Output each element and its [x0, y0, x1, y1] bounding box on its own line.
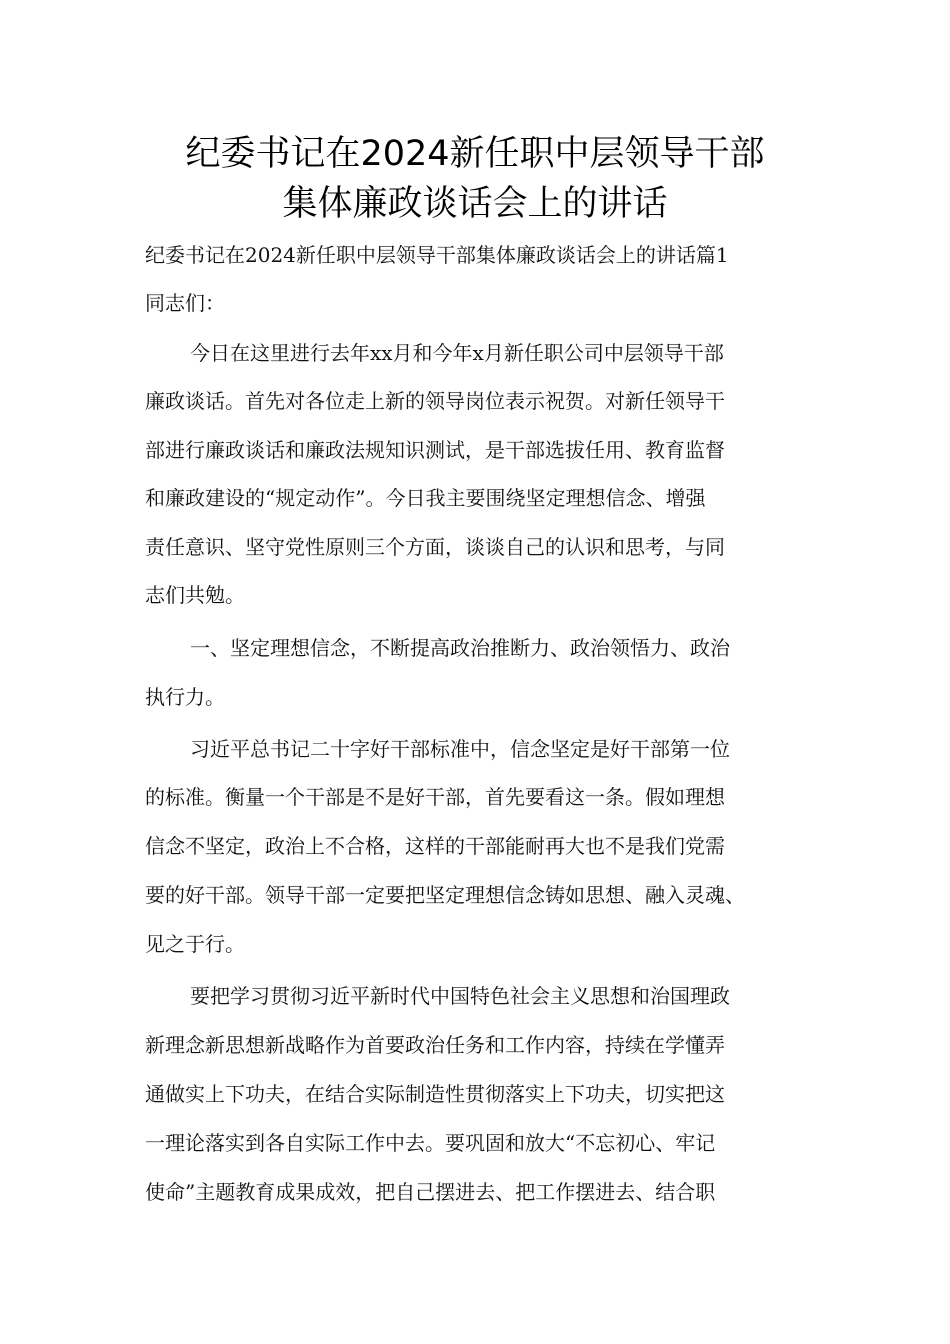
paragraph-3-line-1: 要把学习贯彻习近平新时代中国特色社会主义思想和治国理政 [190, 984, 730, 1008]
paragraph-3-line-3: 通做实上下功夫，在结合实际制造性贯彻落实上下功夫，切实把这 [145, 1082, 725, 1106]
paragraph-1-line-1: 今日在这里进行去年xx月和今年x月新任职公司中层领导干部 [190, 341, 724, 365]
paragraph-1-line-2: 廉政谈话。首先对各位走上新的领导岗位表示祝贺。对新任领导干 [145, 389, 725, 413]
paragraph-2-line-5: 见之于行。 [145, 932, 245, 956]
subtitle-line: 纪委书记在2024新任职中层领导干部集体廉政谈话会上的讲话篇1 [145, 243, 729, 267]
paragraph-2-line-4: 要的好干部。领导干部一定要把坚定理想信念铸如思想、融入灵魂、 [145, 883, 745, 907]
document-title-line-1: 纪委书记在2024新任职中层领导干部 [185, 134, 765, 174]
paragraph-2-line-2: 的标准。衡量一个干部是不是好干部，首先要看这一条。假如理想 [145, 785, 725, 809]
paragraph-3-line-5: 使命”主题教育成果成效，把自己摆进去、把工作摆进去、结合职 [145, 1180, 716, 1204]
paragraph-1-line-3: 部进行廉政谈话和廉政法规知识测试，是干部选拔任用、教育监督 [145, 438, 725, 462]
paragraph-2-line-3: 信念不坚定，政治上不合格，这样的干部能耐再大也不是我们党需 [145, 834, 725, 858]
paragraph-3-line-2: 新理念新思想新战略作为首要政治任务和工作内容，持续在学懂弄 [145, 1033, 725, 1057]
paragraph-1-line-4: 和廉政建设的“规定动作”。今日我主要围绕坚定理想信念、增强 [145, 486, 706, 510]
section-heading-line-2: 执行力。 [145, 685, 225, 709]
section-heading-line-1: 一、坚定理想信念，不断提高政治推断力、政治领悟力、政治 [190, 636, 730, 660]
paragraph-1-line-6: 志们共勉。 [145, 583, 245, 607]
document-title-line-2: 集体廉政谈话会上的讲话 [282, 184, 668, 224]
salutation-line: 同志们： [145, 291, 225, 315]
paragraph-2-line-1: 习近平总书记二十字好干部标准中，信念坚定是好干部第一位 [190, 737, 730, 761]
paragraph-3-line-4: 一理论落实到各自实际工作中去。要巩固和放大“不忘初心、牢记 [145, 1131, 716, 1155]
paragraph-1-line-5: 责任意识、坚守党性原则三个方面，谈谈自己的认识和思考，与同 [145, 535, 725, 559]
